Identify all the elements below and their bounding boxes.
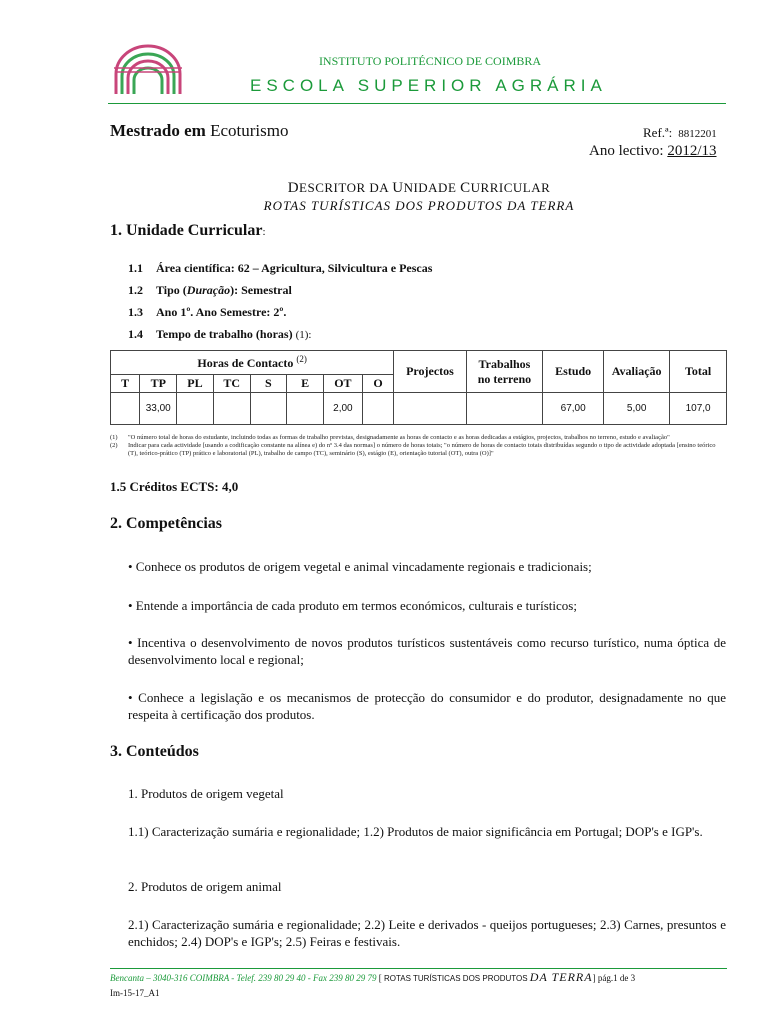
degree-title <box>110 121 288 141</box>
val-e <box>287 393 324 425</box>
section-2-heading: 2. Competências <box>110 515 222 532</box>
col-t: T <box>111 375 140 393</box>
ref-value: 8812201 <box>678 128 717 140</box>
academic-year <box>589 143 717 160</box>
footer-title-big: DA TERRA <box>529 970 593 984</box>
hours-table <box>110 350 727 425</box>
avaliacao-header: Avaliação <box>604 351 670 393</box>
degree-name: Ecoturismo <box>210 121 289 140</box>
total-header: Total <box>670 351 727 393</box>
content-2-1: 2.1) Caracterização sumária e regionalidade; 2.2) Leite e derivados - queijos portugueses; 2.3) Carnes, presuntos e enchidos; 2.4) DOP's e IGP's; 2.5) Feiras e festivais. <box>128 917 726 949</box>
competence-4: • Conhece a legislação e os mecanismos de protecção do consumidor e do produtor, designadamente no que respeita à certificação dos produtos. <box>128 690 726 722</box>
val-projectos <box>394 393 466 425</box>
projectos-header: Projectos <box>394 351 466 393</box>
reference <box>643 125 717 141</box>
val-ot: 2,00 <box>323 393 362 425</box>
val-pl <box>177 393 214 425</box>
item-1-4: 1.4 Tempo de trabalho (horas) (1): <box>128 327 312 341</box>
col-ot: OT <box>323 375 362 393</box>
item-1-3: 1.3 Ano 1º. Ano Semestre: 2º. <box>128 305 287 319</box>
degree-prefix: Mestrado em <box>110 121 206 140</box>
footer-address: Bencanta – 3040-316 COIMBRA - Telef. 239 80 29 40 - Fax 239 80 29 79 <box>110 973 377 983</box>
val-tp: 33,00 <box>140 393 177 425</box>
footer-divider <box>110 968 727 969</box>
content-1-1: 1.1) Caracterização sumária e regionalidade; 1.2) Produtos de maior significância em Portugal; DOP's e IGP's. <box>128 824 703 839</box>
header-divider <box>108 103 726 104</box>
contact-hours-header: Horas de Contacto $^{(2)}$ <box>111 351 394 375</box>
unit-subtitle: ROTAS TURÍSTICAS DOS PRODUTOS DA TERRA <box>263 198 575 213</box>
col-tc: TC <box>213 375 250 393</box>
institute-name: INSTITUTO POLITÉCNICO DE COIMBRA <box>318 54 542 68</box>
school-logo-icon <box>112 44 184 94</box>
col-e: E <box>287 375 324 393</box>
document-title: DESCRITOR DA UNIDADE CURRICULAR <box>287 180 551 196</box>
form-code: Im-15-17_A1 <box>110 988 160 998</box>
competence-3: • Incentiva o desenvolvimento de novos produtos turísticos sustentáveis como recurso turístico, numa óptica de desenvolvimento local e regional; <box>128 635 726 667</box>
val-o <box>362 393 393 425</box>
val-trabalhos <box>466 393 543 425</box>
val-t <box>111 393 140 425</box>
footer-title-small: ROTAS TURÍSTICAS DOS PRODUTOS <box>383 974 528 983</box>
table-footnotes <box>110 434 726 458</box>
col-o: O <box>362 375 393 393</box>
content-2: 2. Produtos de origem animal <box>128 879 282 894</box>
col-s: S <box>250 375 287 393</box>
ref-label: Ref.ª: <box>643 125 673 140</box>
ects-credits: 1.5 Créditos ECTS: 4,0 <box>110 479 239 494</box>
page-footer: Bencanta – 3040-316 COIMBRA - Telef. 239 80 29 40 - Fax 239 80 29 79 [ ROTAS TURÍSTICAS DOS PRODUTOS DA TERRA] pág.1 de 3 <box>110 970 636 984</box>
val-total: 107,0 <box>670 393 727 425</box>
val-s <box>250 393 287 425</box>
year-label: Ano lectivo: <box>589 143 664 159</box>
section-3-heading: 3. Conteúdos <box>110 743 199 760</box>
val-estudo: 67,00 <box>543 393 604 425</box>
content-1: 1. Produtos de origem vegetal <box>128 786 284 801</box>
page-number: pág.1 de 3 <box>597 973 636 983</box>
section-1-heading: 1. Unidade Curricular: <box>110 222 266 239</box>
col-tp: TP <box>140 375 177 393</box>
year-value: 2012/13 <box>667 143 717 159</box>
estudo-header: Estudo <box>543 351 604 393</box>
competence-2: • Entende a importância de cada produto em termos económicos, culturais e turísticos; <box>128 598 577 613</box>
footnote-1: (1) "O número total de horas do estudante, incluindo todas as formas de trabalho previstas, designadamente as horas de contacto e as horas dedicadas a estágios, projectos, trabalhos no terreno, estudo e avaliação" <box>110 434 670 441</box>
col-pl: PL <box>177 375 214 393</box>
school-name: ESCOLA SUPERIOR AGRÁRIA <box>250 76 607 95</box>
footnote-2: (2) Indicar para cada actividade [usando a codificação constante na alínea e) do nº 3.4 das normas] o número de horas totais; "o número de horas de contacto totais distribuídas segundo o tipo de actividade adoptada [ensino teórico (T), teórico-prático (TP) prático e laboratorial (PL), trabalho de campo (TC), seminário (S), estágio (E), orientação tutorial (OT), outra (O)]" <box>110 442 716 457</box>
competence-1: • Conhece os produtos de origem vegetal e animal vincadamente regionais e tradicionais; <box>128 559 592 574</box>
val-tc <box>213 393 250 425</box>
item-1-1: 1.1 Área científica: 62 – Agricultura, Silvicultura e Pescas <box>128 261 433 275</box>
trabalhos-header: Trabalhos no terreno <box>466 351 543 393</box>
item-1-2: 1.2 Tipo (Duração): Semestral <box>128 283 292 297</box>
val-avaliacao: 5,00 <box>604 393 670 425</box>
